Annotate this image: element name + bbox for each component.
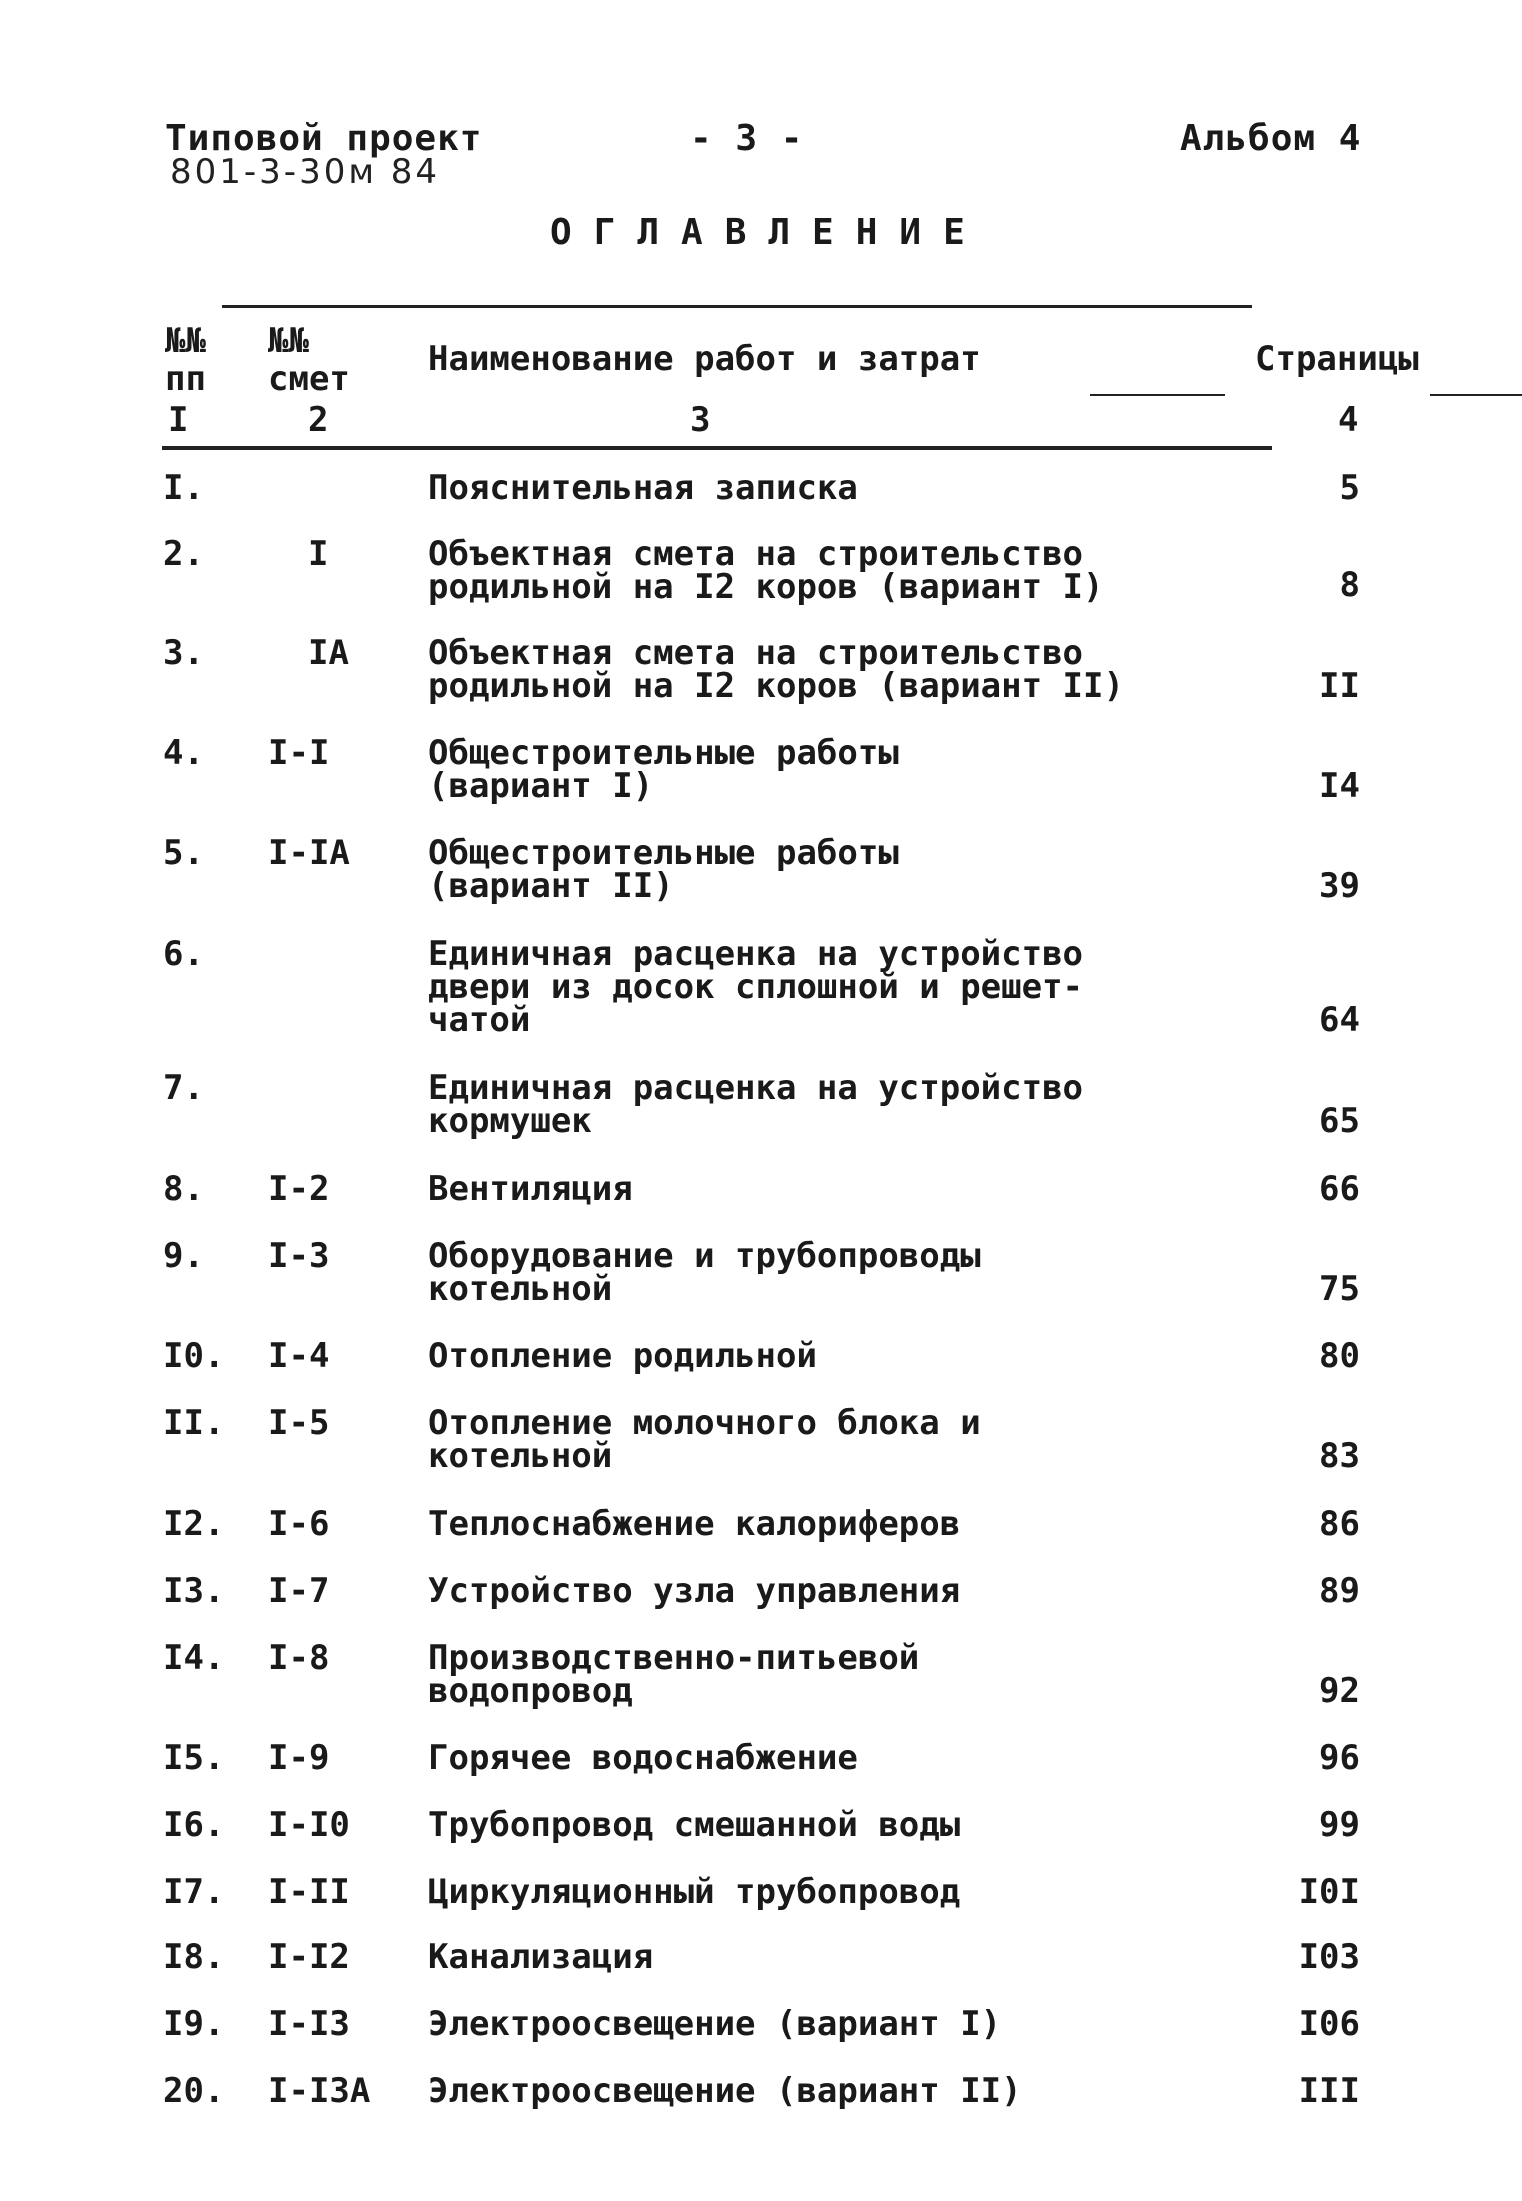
column-header-smeta-text: №№ смет [268, 321, 350, 399]
header-project-code: 801-3-30м 84 [170, 152, 441, 192]
row-pp: I3. [163, 1571, 225, 1611]
row-name: Горячее водоснабжение [428, 1738, 858, 1778]
row-page: 39 [1319, 866, 1360, 906]
row-pp: I8. [163, 1937, 225, 1977]
row-name: Объектная смета на строительство родильной на I2 коров (вариант I) [428, 534, 1104, 607]
row-smeta: I [308, 534, 329, 574]
column-number-2: 2 [308, 400, 329, 440]
column-header-smeta [268, 322, 350, 398]
row-page: I03 [1298, 1937, 1360, 1977]
table-top-rule [222, 305, 1252, 308]
header-underline-right [1430, 394, 1522, 396]
row-page: II [1319, 666, 1360, 706]
row-page: 83 [1319, 1436, 1360, 1476]
row-page: I0I [1298, 1872, 1360, 1912]
row-page: I06 [1298, 2004, 1360, 2044]
row-smeta: I-8 [268, 1638, 330, 1678]
row-page: 96 [1319, 1738, 1360, 1778]
row-pp: I6. [163, 1805, 225, 1845]
column-header-name: Наименование работ и затрат [428, 339, 981, 379]
row-page: 8 [1339, 565, 1360, 605]
row-page: I4 [1319, 766, 1360, 806]
row-pp: II. [163, 1403, 225, 1443]
row-page: 89 [1319, 1571, 1360, 1611]
row-page: 75 [1319, 1269, 1360, 1309]
row-name: Производственно-питьевой водопровод [428, 1638, 920, 1711]
row-name: Теплоснабжение калориферов [428, 1504, 961, 1544]
row-pp: I0. [163, 1336, 225, 1376]
row-name: Отопление молочного блока и котельной [428, 1403, 981, 1476]
row-name: Трубопровод смешанной воды [428, 1805, 961, 1845]
row-page: III [1298, 2071, 1360, 2111]
column-number-1: I [168, 400, 189, 440]
row-smeta: I-6 [268, 1504, 330, 1544]
row-smeta: I-7 [268, 1571, 330, 1611]
row-smeta: I-I [268, 733, 330, 773]
header-underline [1090, 394, 1225, 396]
page-title: ОГЛАВЛЕНИЕ [550, 212, 987, 253]
header-project-title: Типовой проект [165, 118, 483, 159]
row-page: 65 [1319, 1101, 1360, 1141]
row-pp: 6. [163, 934, 204, 974]
row-smeta: I-4 [268, 1336, 330, 1376]
row-page: 64 [1319, 1000, 1360, 1040]
page-number: - 3 - [690, 118, 804, 159]
row-smeta: I-I3A [268, 2071, 371, 2111]
row-smeta: I-2 [268, 1169, 330, 1209]
row-name: Отопление родильной [428, 1336, 817, 1376]
row-smeta: I-5 [268, 1403, 330, 1443]
row-smeta: I-IA [268, 833, 350, 873]
row-name: Электроосвещение (вариант II) [428, 2071, 1022, 2111]
row-name: Устройство узла управления [428, 1571, 961, 1611]
row-name: Общестроительные работы (вариант II) [428, 833, 899, 906]
row-name: Вентиляция [428, 1169, 633, 1209]
column-header-pp-text: №№ пп [165, 321, 206, 399]
row-pp: 7. [163, 1068, 204, 1108]
row-pp: 4. [163, 733, 204, 773]
row-name: Электроосвещение (вариант I) [428, 2004, 1002, 2044]
row-pp: 3. [163, 633, 204, 673]
row-pp: I. [163, 468, 204, 508]
row-page: 5 [1339, 468, 1360, 508]
row-pp: I7. [163, 1872, 225, 1912]
table-header-rule [162, 446, 1272, 450]
column-header-pages: Страницы [1255, 339, 1419, 379]
row-smeta: I-9 [268, 1738, 330, 1778]
row-name: Единичная расценка на устройство кормушек [428, 1068, 1084, 1141]
row-pp: I9. [163, 2004, 225, 2044]
row-name: Оборудование и трубопроводы котельной [428, 1236, 981, 1309]
row-name: Пояснительная записка [428, 468, 858, 508]
row-pp: I2. [163, 1504, 225, 1544]
row-pp: 5. [163, 833, 204, 873]
row-pp: 2. [163, 534, 204, 574]
row-name: Общестроительные работы (вариант I) [428, 733, 899, 806]
row-pp: I5. [163, 1738, 225, 1778]
row-name: Циркуляционный трубопровод [428, 1872, 961, 1912]
row-smeta: I-I0 [268, 1805, 350, 1845]
row-smeta: I-I2 [268, 1937, 350, 1977]
row-smeta: I-3 [268, 1236, 330, 1276]
column-number-3: 3 [690, 400, 711, 440]
row-name: Единичная расценка на устройство двери из досок сплошной и решет- чатой [428, 934, 1084, 1040]
column-header-pp [165, 322, 206, 398]
row-pp: 8. [163, 1169, 204, 1209]
row-page: 92 [1319, 1671, 1360, 1711]
row-pp: I4. [163, 1638, 225, 1678]
row-pp: 20. [163, 2071, 225, 2111]
row-pp: 9. [163, 1236, 204, 1276]
header-album: Альбом 4 [1180, 118, 1362, 159]
row-page: 99 [1319, 1805, 1360, 1845]
row-page: 66 [1319, 1169, 1360, 1209]
row-smeta: IA [308, 633, 349, 673]
row-smeta: I-II [268, 1872, 350, 1912]
row-name: Объектная смета на строительство родильной на I2 коров (вариант II) [428, 633, 1124, 706]
row-page: 86 [1319, 1504, 1360, 1544]
row-page: 80 [1319, 1336, 1360, 1376]
row-smeta: I-I3 [268, 2004, 350, 2044]
column-number-4: 4 [1338, 400, 1359, 440]
row-name: Канализация [428, 1937, 654, 1977]
